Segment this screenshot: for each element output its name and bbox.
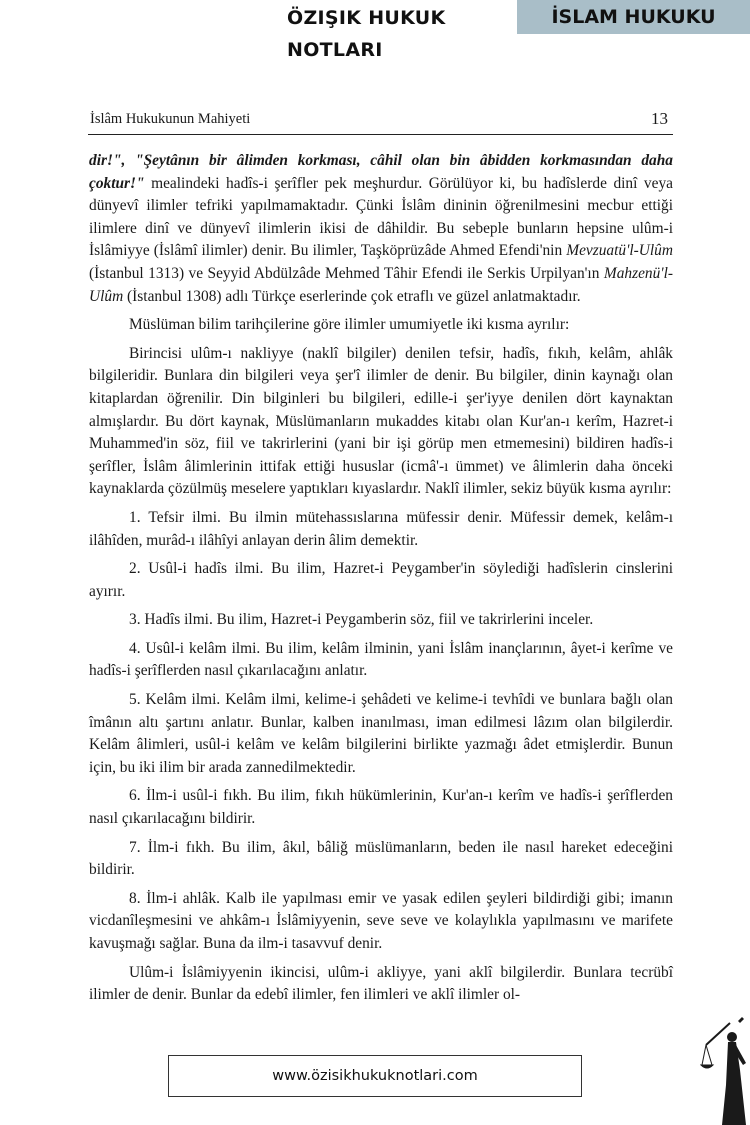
paragraph-1-text-c: (İstanbul 1308) adlı Türkçe eserlerinde çok etraflı ve güzel anlatmaktadır.	[123, 287, 581, 305]
item-heading: 4. Usûl-i kelâm ilmi.	[129, 639, 261, 657]
item-heading: 2. Usûl-i hadîs ilmi.	[129, 560, 264, 578]
item-body: Kelâm ilmi, kelime-i şehâdeti ve kelime-i tevhîdi ve bunlara bağlı olan îmânın altı şartını anlatır. Bunlar, kalben inanılması, iman edilmesi lâzım olan bilgilerdir. Kelâm âlimleri, usûl-i kelâm ve kelâm bilgilerini birlikte yazmağı âdet etmişlerdir. Bunun için, bu iki ilim bir arada zannedilmektedir.	[89, 691, 673, 776]
header-divider	[88, 134, 673, 135]
body-text	[89, 150, 673, 1013]
item-heading: 5. Kelâm ilmi.	[129, 691, 221, 709]
list-item-kelam	[89, 689, 673, 779]
item-body: Bu ilim, Hazret-i Peygamber'in söylediği hadîslerin cinslerini ayırır.	[89, 560, 673, 600]
book-title-mahzen: Mahzenü'l-Ulûm	[89, 264, 673, 305]
paragraph-last: Ulûm-i İslâmiyyenin ikincisi, ulûm-i akliyye, yani aklî bilgilerdir. Bunlara tecrübî ilimler de denir. Bunlar da edebî ilimler, fen ilimleri ve aklî ilimler ol-	[89, 963, 673, 1004]
item-heading: 8. İlm-i ahlâk.	[129, 889, 220, 907]
list-item-ahlak	[89, 888, 673, 956]
item-body: Bu ilmin mütehassıslarına müfessir denir. Müfessir demek, kelâm-ı ilâhîden, murâd-ı ilâhîyi anlayan derin âlim demektir.	[89, 508, 673, 549]
book-title-mevzuat: Mevzuatü'l-Ulûm	[566, 242, 673, 260]
item-heading: 7. İlm-i fıkh.	[129, 838, 215, 856]
list-item-tefsir	[89, 507, 673, 552]
item-body: Kalb ile yapılması emir ve yasak edilen şeyleri bildirdiği gibi; imanın vicdanîleşmesini ve ahkâm-ı İslâmiyyenin, seve seve ve kolaylıkla yapılmasını ve marifete kavuşmağı sağlar. Buna da ilm-i tasavvuf denir.	[89, 889, 673, 952]
item-body: Bu ilim, fıkıh hükümlerinin, Kur'an-ı kerîm ve hadîs-i şerîflerden nasıl çıkarılacağını bildirir.	[89, 787, 673, 828]
item-heading: 1. Tefsir ilmi.	[129, 508, 221, 526]
list-item-hadis	[89, 609, 673, 632]
paragraph-3: Birincisi ulûm-ı nakliyye (naklî bilgiler) denilen tefsir, hadîs, fıkıh, kelâm, ahlâk bilgileridir. Bunlara din bilgileri veya şer'î ilimler de denir. Bu bilgiler, dinin kaynağı olan kitaplardan öğrenilir. Din bilginleri bu bilgileri, edille-i şer'iyye denilen dört kaynaktan almışlardır. Bu dört kaynak, Müslümanların mukaddes kitabı olan Kur'an-ı kerîm, Hazret-i Muhammed'in söz, fiil ve takrirlerini (yani bir işi görüp men etmemesini) bildiren hadîs-i şerîfler, İslâm âlimlerinin ittifak ettiği hususlar (icmâ'-ı ümmet) ve âlimlerin daha önceki kaynaklarda çözülmüş meselere yaptıkları kıyaslardır. Naklî ilimler, sekiz büyük kısma ayrılır:	[89, 344, 673, 498]
paragraph-1-text-a: mealindeki hadîs-i şerîfler pek meşhurdur. Görülüyor ki, bu hadîslerde dinî veya dünyevî ilimler tefriki yapılmamaktadır. Çünki İslâm dininin öğrenilmesini mecbur ettiği ilimlere dinî ve dünyevî ilimlerin ikisi de dâhildir. Bu sebeple bunların hepsine ulûm-i İslâmiyye (İslâmî ilimler) denir. Bu ilimler, Taşköprüzâde Ahmed Efendi'nin	[89, 174, 673, 260]
hadith-quote: dir!", "Şeytânın bir âlimden korkması, câhil olan bin âbidden korkmasından daha çoktur!"	[89, 152, 673, 192]
item-heading: 3. Hadîs ilmi.	[129, 611, 213, 629]
list-item-usul-hadis	[89, 558, 673, 603]
item-body: Bu ilim, kelâm ilminin, yani İslâm inançlarının, âyet-i kerîme ve hadîs-i şerîflerden nasıl çıkarılacağını anlatır.	[89, 639, 673, 680]
item-heading: 6. İlm-i usûl-i fıkh.	[129, 787, 252, 805]
item-body: Bu ilim, âkıl, bâliğ müslümanların, beden ile nasıl hareket edeceğini bildirir.	[89, 838, 673, 879]
category-badge: İSLAM HUKUKU	[517, 0, 750, 34]
page-number: 13	[651, 109, 668, 128]
brand-title: ÖZIŞIK HUKUK NOTLARI	[287, 7, 446, 61]
website-url[interactable]: www.özisikhukuknotlari.com	[168, 1055, 582, 1097]
paragraph-1-text-b: (İstanbul 1313) ve Seyyid Abdülzâde Mehmed Tâhir Efendi ile Serkis Urpilyan'ın	[89, 264, 604, 282]
paragraph-1	[89, 150, 673, 308]
list-item-usul-kelam	[89, 638, 673, 683]
lady-justice-icon	[700, 1015, 750, 1125]
running-head: İslâm Hukukunun Mahiyeti	[90, 111, 251, 127]
list-item-usul-fikh	[89, 785, 673, 830]
paragraph-2: Müslüman bilim tarihçilerine göre ilimler umumiyetle iki kısma ayrılır:	[129, 316, 570, 334]
item-body: Bu ilim, Hazret-i Peygamberin söz, fiil ve takrirlerini inceler.	[212, 611, 594, 629]
list-item-fikh	[89, 837, 673, 882]
